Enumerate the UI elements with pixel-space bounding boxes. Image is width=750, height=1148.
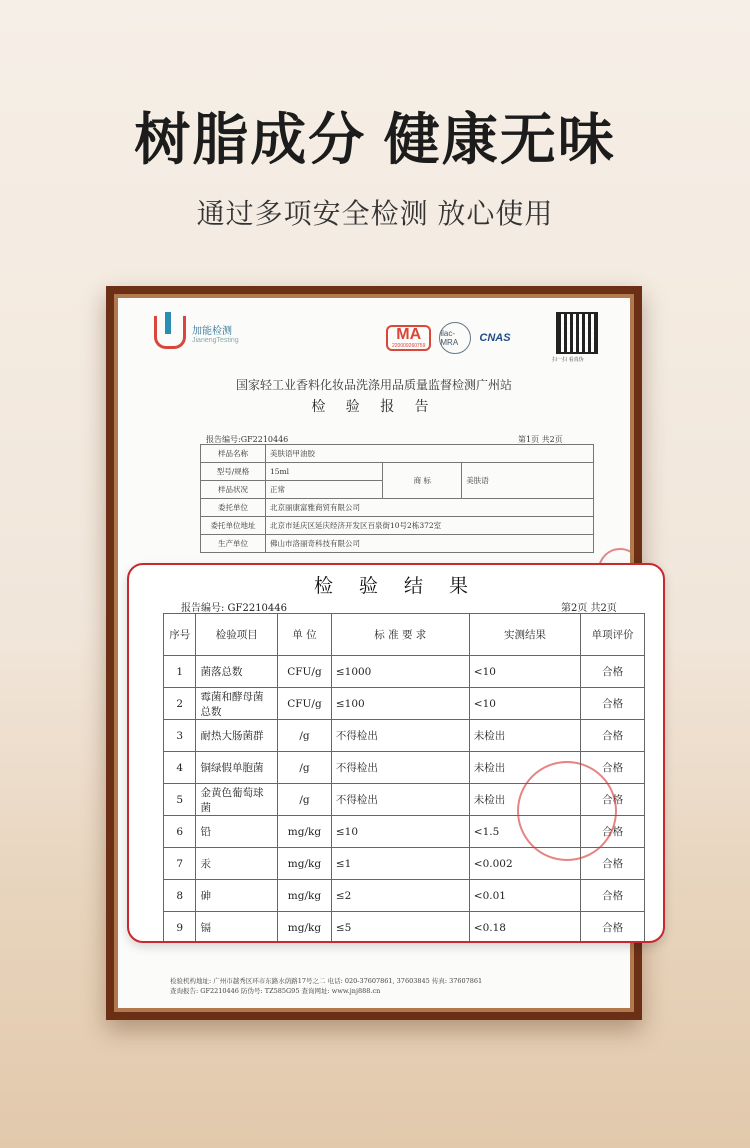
qr-code-icon xyxy=(556,312,598,354)
jianeng-logo-icon xyxy=(154,316,186,349)
table-row xyxy=(164,912,645,944)
info-value: 正常 xyxy=(266,481,383,499)
cell-evaluation: 合格 xyxy=(581,720,645,752)
cell-result: 未检出 xyxy=(469,784,580,816)
cma-mark-icon xyxy=(386,325,431,351)
cell-index: 4 xyxy=(164,752,196,784)
cell-evaluation: 合格 xyxy=(581,688,645,720)
ilac-mark-icon: ilac-MRA xyxy=(439,322,471,354)
cell-unit: /g xyxy=(278,752,332,784)
info-key: 商 标 xyxy=(383,463,462,499)
cell-evaluation: 合格 xyxy=(581,848,645,880)
info-key: 生产单位 xyxy=(201,535,266,553)
cell-index: 2 xyxy=(164,688,196,720)
cell-standard: ≤1 xyxy=(331,848,469,880)
red-seal-stamp-icon xyxy=(517,761,617,861)
logo-text xyxy=(192,322,239,344)
results-card xyxy=(127,563,665,943)
cell-unit: mg/kg xyxy=(278,912,332,944)
cell-evaluation: 合格 xyxy=(581,912,645,944)
info-key: 样品名称 xyxy=(201,445,266,463)
cell-index: 8 xyxy=(164,880,196,912)
logo-name: 加能检测 xyxy=(192,325,232,337)
cell-result: <0.002 xyxy=(469,848,580,880)
cell-evaluation: 合格 xyxy=(581,784,645,816)
cell-item: 砷 xyxy=(196,880,278,912)
info-key: 样品状况 xyxy=(201,481,266,499)
cell-result: <0.18 xyxy=(469,912,580,944)
info-value: 北京丽康富雅商贸有限公司 xyxy=(266,499,594,517)
results-title: 检 验 结 果 xyxy=(313,575,479,597)
table-row xyxy=(201,499,594,517)
qr-caption: 扫一扫 看真伪 xyxy=(552,357,584,363)
results-page: 第2页 共2页 xyxy=(561,603,617,614)
cma-label: MA xyxy=(396,326,422,343)
jianeng-logo xyxy=(154,316,239,349)
certificate-footer xyxy=(170,976,610,996)
cell-item: 汞 xyxy=(196,848,278,880)
cell-result: <10 xyxy=(469,688,580,720)
table-row xyxy=(201,463,594,481)
logo-sub: JianengTesting xyxy=(192,336,239,344)
cnas-mark-icon: CNAS xyxy=(479,332,511,344)
report-number: 报告编号:GF2210446 xyxy=(206,435,289,444)
table-row xyxy=(201,445,594,463)
cell-evaluation: 合格 xyxy=(581,656,645,688)
cell-standard: 不得检出 xyxy=(331,720,469,752)
col-header-evaluation: 单项评价 xyxy=(581,614,645,656)
cell-unit: /g xyxy=(278,784,332,816)
cell-index: 6 xyxy=(164,816,196,848)
cell-item: 铅 xyxy=(196,816,278,848)
table-row xyxy=(164,656,645,688)
col-header-result: 实测结果 xyxy=(469,614,580,656)
results-header-row xyxy=(164,614,645,656)
footer-line-address: 检验机构地址: 广州市越秀区环市东路水荫路17号之二 电话: 020-37607861, 37603845 传真: 37607861 xyxy=(170,977,483,985)
info-key: 委托单位地址 xyxy=(201,517,266,535)
info-value: 佛山市洛丽奇科技有限公司 xyxy=(266,535,594,553)
cell-result: <0.01 xyxy=(469,880,580,912)
cell-result: <10 xyxy=(469,656,580,688)
cell-unit: CFU/g xyxy=(278,688,332,720)
cell-unit: mg/kg xyxy=(278,816,332,848)
cell-evaluation: 合格 xyxy=(581,880,645,912)
col-header-item: 检验项目 xyxy=(196,614,278,656)
report-title: 检 验 报 告 xyxy=(311,399,437,415)
cell-unit: CFU/g xyxy=(278,656,332,688)
headline: 树脂成分 健康无味 xyxy=(134,108,616,171)
cell-index: 7 xyxy=(164,848,196,880)
cell-item: 耐热大肠菌群 xyxy=(196,720,278,752)
cell-item: 金黄色葡萄球菌 xyxy=(196,784,278,816)
report-page: 第1页 共2页 xyxy=(518,435,563,444)
cell-index: 1 xyxy=(164,656,196,688)
cell-standard: ≤1000 xyxy=(331,656,469,688)
cell-standard: 不得检出 xyxy=(331,784,469,816)
table-row xyxy=(201,517,594,535)
table-row xyxy=(164,720,645,752)
cell-standard: 不得检出 xyxy=(331,752,469,784)
info-key: 委托单位 xyxy=(201,499,266,517)
cma-number: 220009260759 xyxy=(392,343,426,349)
cell-item: 霉菌和酵母菌总数 xyxy=(196,688,278,720)
col-header-standard: 标 准 要 求 xyxy=(331,614,469,656)
col-header-index: 序号 xyxy=(164,614,196,656)
station-name: 国家轻工业香料化妆品洗涤用品质量监督检测广州站 xyxy=(235,378,512,392)
cert-marks xyxy=(386,322,511,354)
cell-result: 未检出 xyxy=(469,752,580,784)
cell-index: 3 xyxy=(164,720,196,752)
cell-unit: /g xyxy=(278,720,332,752)
cell-unit: mg/kg xyxy=(278,848,332,880)
sample-info-table xyxy=(200,444,594,553)
col-header-unit: 单 位 xyxy=(278,614,332,656)
table-row xyxy=(201,535,594,553)
cell-result: <1.5 xyxy=(469,816,580,848)
cell-result: 未检出 xyxy=(469,720,580,752)
info-key: 型号/规格 xyxy=(201,463,266,481)
info-value: 美肤语甲油胶 xyxy=(266,445,594,463)
table-row xyxy=(164,688,645,720)
cell-index: 5 xyxy=(164,784,196,816)
cell-evaluation: 合格 xyxy=(581,752,645,784)
cell-item: 镉 xyxy=(196,912,278,944)
footer-line-query: 查询报告: GF2210446 防伪号: TZ585G95 查询网址: www.jnj888.cn xyxy=(170,987,381,995)
results-report-number: 报告编号: GF2210446 xyxy=(181,603,288,614)
cell-standard: ≤2 xyxy=(331,880,469,912)
cell-standard: ≤100 xyxy=(331,688,469,720)
cell-item: 铜绿假单胞菌 xyxy=(196,752,278,784)
info-value: 北京市延庆区延庆经济开发区百泉街10号2栋372室 xyxy=(266,517,594,535)
subheadline: 通过多项安全检测 放心使用 xyxy=(196,198,554,229)
table-row xyxy=(164,880,645,912)
cell-item: 菌落总数 xyxy=(196,656,278,688)
info-value: 15ml xyxy=(266,463,383,481)
cell-standard: ≤5 xyxy=(331,912,469,944)
cell-index: 9 xyxy=(164,912,196,944)
info-value: 美肤语 xyxy=(462,463,594,499)
cell-evaluation: 合格 xyxy=(581,816,645,848)
cell-standard: ≤10 xyxy=(331,816,469,848)
cell-unit: mg/kg xyxy=(278,880,332,912)
